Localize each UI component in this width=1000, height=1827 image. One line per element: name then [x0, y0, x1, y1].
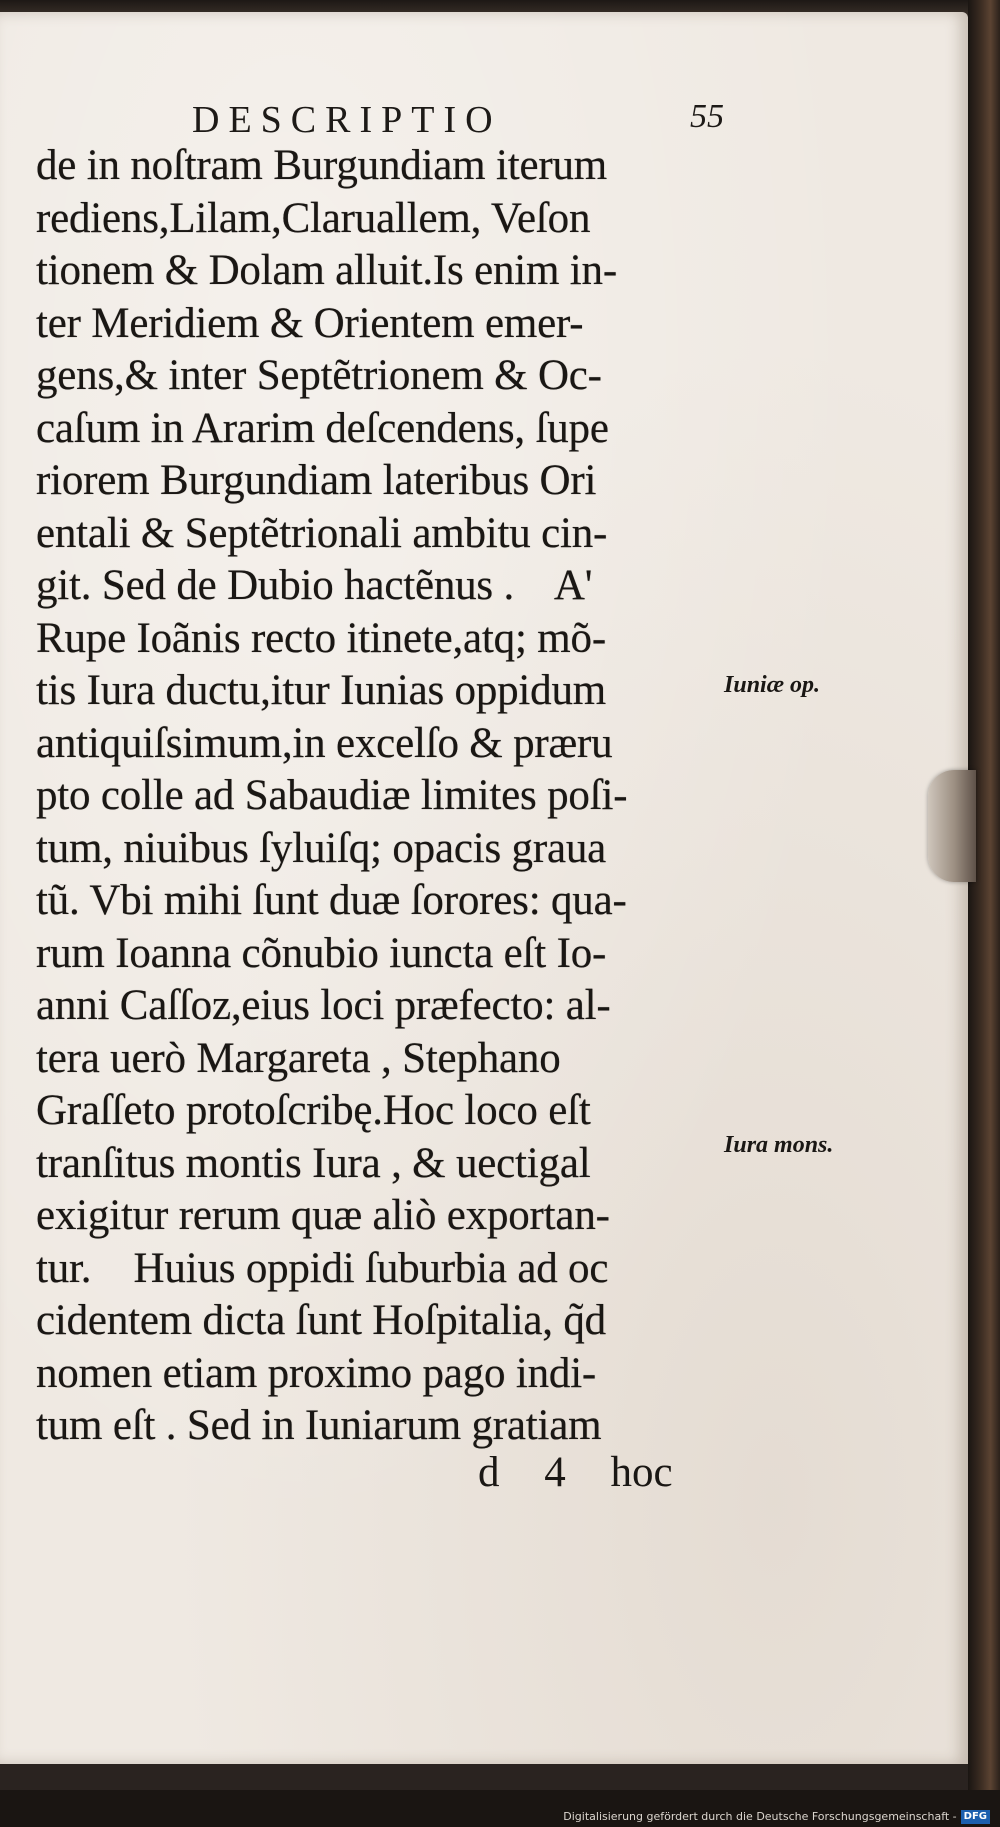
- text-line: nomen etiam proximo pago indi-: [36, 1349, 597, 1397]
- body-text: [36, 140, 726, 1453]
- text-line: entali & Septẽtrionali ambitu cin-: [36, 509, 608, 557]
- text-line: Graſſeto protoſcribę.Hoc loco eſt: [36, 1087, 591, 1134]
- text-line: rum Ioanna cõnubio iuncta eſt Io-: [36, 929, 607, 977]
- marginal-note: Iuniæ op.: [724, 672, 821, 698]
- text-line: tionem & Dolam alluit.Is enim in-: [36, 247, 617, 294]
- text-line: pto colle ad Sabaudiæ limites poſi-: [36, 772, 628, 819]
- catchword: d 4 hoc: [478, 1449, 673, 1496]
- text-line: anni Caſſoz,eius loci præfecto: al-: [36, 982, 611, 1029]
- text-line: ter Meridiem & Orientem emer-: [36, 299, 584, 347]
- text-line: de in noſtram Burgundiam iterum: [36, 142, 608, 189]
- text-line: antiquiſsimum,in excelſo & præru: [36, 719, 613, 767]
- text-line: rediens,Lilam,Claruallem, Veſon: [36, 194, 591, 242]
- text-line: exigitur rerum quæ aliò exportan-: [36, 1192, 610, 1239]
- credit-text: Digitalisierung gefördert durch die Deutsche Forschungsgemeinschaft -: [563, 1810, 957, 1823]
- show-through-text: [760, 590, 769, 628]
- book-binding: [968, 0, 1000, 1790]
- marginal-note: Iura mons.: [724, 1132, 834, 1158]
- text-line: Rupe Ioãnis recto itinete,atq; mõ-: [36, 614, 606, 662]
- text-line: gens,& inter Septẽtrionem & Oc-: [36, 352, 602, 399]
- running-head: DESCRIPTIO: [192, 99, 502, 141]
- text-line: riorem Burgundiam lateribus Ori: [36, 457, 597, 504]
- text-line: tera uerò Margareta , Stephano: [36, 1034, 561, 1082]
- text-line: caſum in Ararim deſcendens, ſupe: [36, 404, 609, 452]
- dfg-logo: DFG: [961, 1810, 990, 1824]
- page-number: 55: [690, 98, 724, 135]
- book-clasp: [928, 770, 976, 882]
- text-line: git. Sed de Dubio hactẽnus . A': [36, 562, 593, 609]
- text-line: cidentem dicta ſunt Hoſpitalia, q̃d: [36, 1297, 606, 1344]
- text-line: tum, niuibus ſyluiſq; opacis graua: [36, 824, 607, 872]
- text-line: tis Iura ductu,itur Iunias oppidum: [36, 667, 607, 714]
- digitization-credit: [563, 1808, 990, 1826]
- text-line: tũ. Vbi mihi ſunt duæ ſorores: qua-: [36, 877, 627, 924]
- text-line: tum eſt . Sed in Iuniarum gratiam: [36, 1402, 602, 1449]
- text-line: tranſitus montis Iura , & uectigal: [36, 1139, 591, 1187]
- text-line: tur. Huius oppidi ſuburbia ad oc: [36, 1244, 609, 1292]
